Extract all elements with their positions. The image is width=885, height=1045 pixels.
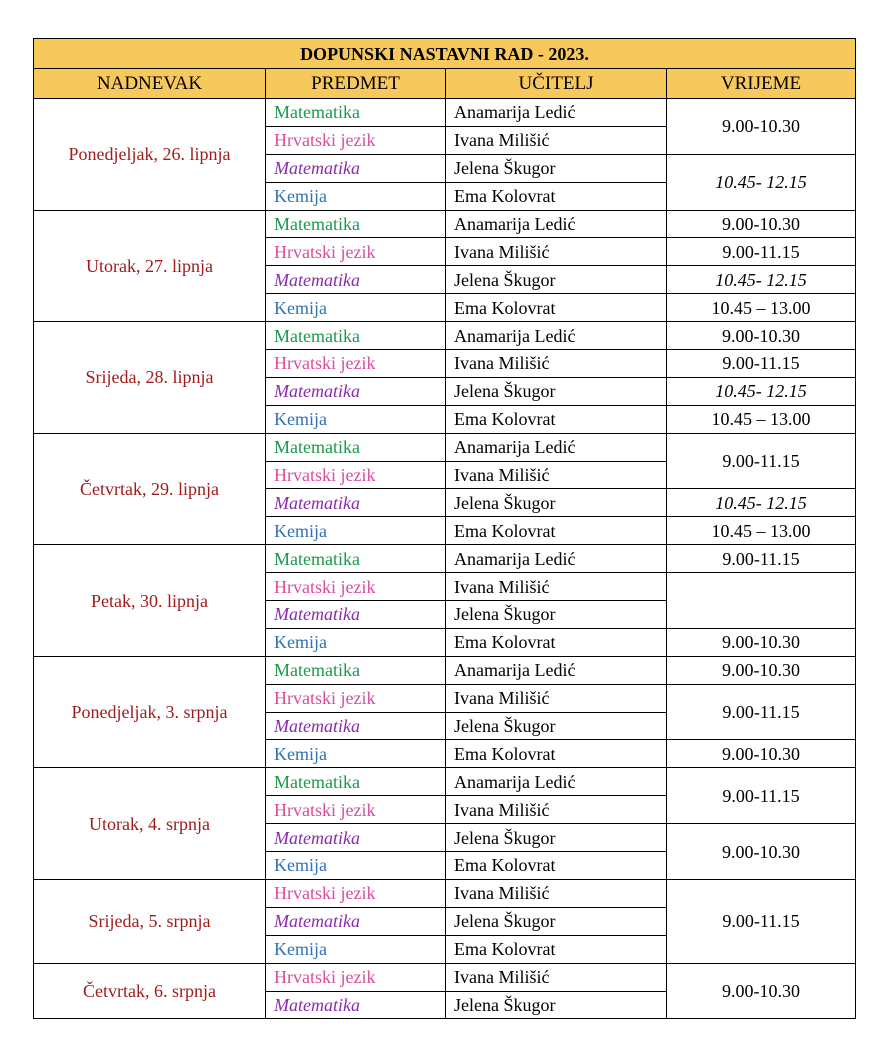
time-cell: 9.00-10.30 — [667, 628, 856, 656]
time-cell: 9.00-11.15 — [667, 545, 856, 573]
subject-label: Hrvatski jezik — [274, 688, 376, 709]
subject-cell — [266, 322, 446, 350]
table-title: DOPUNSKI NASTAVNI RAD - 2023. — [34, 39, 856, 69]
teacher-cell: Jelena Škugor — [446, 991, 667, 1019]
subject-label: Matematika — [274, 381, 360, 402]
subject-label: Kemija — [274, 743, 327, 764]
header-subject: PREDMET — [266, 69, 446, 99]
subject-label: Matematika — [274, 604, 360, 625]
teacher-cell: Anamarija Ledić — [446, 656, 667, 684]
table-row — [34, 879, 856, 907]
subject-cell — [266, 350, 446, 378]
subject-cell — [266, 684, 446, 712]
table-row — [34, 963, 856, 991]
subject-cell — [266, 461, 446, 489]
time-cell: 9.00-10.30 — [667, 656, 856, 684]
teacher-cell: Ivana Milišić — [446, 879, 667, 907]
teacher-cell: Ema Kolovrat — [446, 740, 667, 768]
subject-cell — [266, 238, 446, 266]
time-cell: 10.45- 12.15 — [667, 154, 856, 210]
subject-label: Kemija — [274, 409, 327, 430]
teacher-cell: Anamarija Ledić — [446, 322, 667, 350]
date-cell: Utorak, 4. srpnja — [34, 768, 266, 880]
time-cell: 10.45 – 13.00 — [667, 517, 856, 545]
table-row — [34, 210, 856, 238]
subject-cell — [266, 154, 446, 182]
teacher-cell: Ema Kolovrat — [446, 182, 667, 210]
header-row — [34, 69, 856, 99]
subject-cell — [266, 935, 446, 963]
time-cell: 9.00-11.15 — [667, 350, 856, 378]
teacher-cell: Ema Kolovrat — [446, 852, 667, 880]
teacher-cell: Jelena Škugor — [446, 154, 667, 182]
teacher-cell: Jelena Škugor — [446, 377, 667, 405]
subject-label: Matematika — [274, 102, 360, 123]
teacher-cell: Anamarija Ledić — [446, 433, 667, 461]
header-teacher: UČITELJ — [446, 69, 667, 99]
subject-cell — [266, 879, 446, 907]
time-cell: 9.00-10.30 — [667, 99, 856, 155]
teacher-cell: Jelena Škugor — [446, 489, 667, 517]
teacher-cell: Ivana Milišić — [446, 963, 667, 991]
subject-label: Hrvatski jezik — [274, 576, 376, 597]
subject-label: Matematika — [274, 437, 360, 458]
subject-cell — [266, 656, 446, 684]
teacher-cell: Jelena Škugor — [446, 907, 667, 935]
subject-cell — [266, 210, 446, 238]
teacher-cell: Ema Kolovrat — [446, 294, 667, 322]
subject-cell — [266, 601, 446, 629]
subject-cell — [266, 991, 446, 1019]
time-cell: 9.00-10.30 — [667, 963, 856, 1019]
subject-label: Hrvatski jezik — [274, 241, 376, 262]
subject-label: Matematika — [274, 827, 360, 848]
subject-cell — [266, 433, 446, 461]
table-row — [34, 99, 856, 127]
time-cell: 9.00-11.15 — [667, 684, 856, 740]
teacher-cell: Anamarija Ledić — [446, 545, 667, 573]
time-cell: 10.45 – 13.00 — [667, 294, 856, 322]
date-cell: Utorak, 27. lipnja — [34, 210, 266, 322]
subject-cell — [266, 852, 446, 880]
table-row — [34, 768, 856, 796]
subject-label: Matematika — [274, 269, 360, 290]
header-time: VRIJEME — [667, 69, 856, 99]
subject-cell — [266, 712, 446, 740]
subject-label: Matematika — [274, 492, 360, 513]
teacher-cell: Jelena Škugor — [446, 266, 667, 294]
date-cell: Ponedjeljak, 3. srpnja — [34, 656, 266, 768]
teacher-cell: Ema Kolovrat — [446, 517, 667, 545]
date-cell: Četvrtak, 6. srpnja — [34, 963, 266, 1019]
subject-cell — [266, 573, 446, 601]
subject-cell — [266, 489, 446, 517]
teacher-cell: Ivana Milišić — [446, 126, 667, 154]
subject-label: Kemija — [274, 297, 327, 318]
subject-cell — [266, 126, 446, 154]
header-date: NADNEVAK — [34, 69, 266, 99]
subject-cell — [266, 266, 446, 294]
subject-cell — [266, 963, 446, 991]
time-cell: 10.45- 12.15 — [667, 266, 856, 294]
date-cell: Četvrtak, 29. lipnja — [34, 433, 266, 545]
subject-cell — [266, 517, 446, 545]
teacher-cell: Ivana Milišić — [446, 350, 667, 378]
subject-label: Matematika — [274, 325, 360, 346]
subject-label: Kemija — [274, 520, 327, 541]
subject-label: Kemija — [274, 632, 327, 653]
time-cell: 9.00-10.30 — [667, 210, 856, 238]
subject-cell — [266, 796, 446, 824]
subject-cell — [266, 824, 446, 852]
subject-cell — [266, 768, 446, 796]
date-cell: Ponedjeljak, 26. lipnja — [34, 99, 266, 211]
subject-cell — [266, 182, 446, 210]
time-cell: 9.00-11.15 — [667, 433, 856, 489]
time-cell: 9.00-10.30 — [667, 824, 856, 880]
subject-cell — [266, 628, 446, 656]
schedule-table — [33, 38, 856, 1019]
time-cell: 9.00-10.30 — [667, 322, 856, 350]
teacher-cell: Jelena Škugor — [446, 712, 667, 740]
subject-cell — [266, 294, 446, 322]
time-cell: 10.45 – 13.00 — [667, 405, 856, 433]
time-cell: 9.00-11.15 — [667, 238, 856, 266]
teacher-cell: Ivana Milišić — [446, 238, 667, 266]
teacher-cell: Ema Kolovrat — [446, 405, 667, 433]
subject-label: Matematika — [274, 214, 360, 234]
time-cell: 9.00-11.15 — [667, 768, 856, 824]
date-cell: Petak, 30. lipnja — [34, 545, 266, 657]
table-row — [34, 433, 856, 461]
time-cell: 9.00-11.15 — [667, 879, 856, 963]
date-cell: Srijeda, 5. srpnja — [34, 879, 266, 963]
subject-cell — [266, 405, 446, 433]
subject-label: Matematika — [274, 660, 360, 681]
teacher-cell: Ivana Milišić — [446, 573, 667, 601]
time-cell: 9.00-10.30 — [667, 740, 856, 768]
table-row — [34, 322, 856, 350]
title-row — [34, 39, 856, 69]
subject-label: Matematika — [274, 911, 360, 932]
teacher-cell: Anamarija Ledić — [446, 99, 667, 127]
subject-cell — [266, 99, 446, 127]
time-cell — [667, 573, 856, 629]
time-cell: 10.45- 12.15 — [667, 489, 856, 517]
subject-label: Matematika — [274, 994, 360, 1015]
teacher-cell: Ema Kolovrat — [446, 935, 667, 963]
subject-label: Kemija — [274, 186, 327, 207]
subject-label: Hrvatski jezik — [274, 130, 376, 151]
teacher-cell: Anamarija Ledić — [446, 768, 667, 796]
date-cell: Srijeda, 28. lipnja — [34, 322, 266, 434]
subject-cell — [266, 545, 446, 573]
subject-label: Hrvatski jezik — [274, 353, 376, 374]
teacher-cell: Jelena Škugor — [446, 824, 667, 852]
subject-label: Hrvatski jezik — [274, 883, 376, 904]
teacher-cell: Anamarija Ledić — [446, 210, 667, 238]
subject-label: Matematika — [274, 158, 360, 179]
subject-label: Kemija — [274, 855, 327, 876]
time-cell: 10.45- 12.15 — [667, 377, 856, 405]
subject-label: Hrvatski jezik — [274, 967, 376, 988]
table-row — [34, 656, 856, 684]
subject-label: Kemija — [274, 939, 327, 960]
subject-cell — [266, 740, 446, 768]
subject-label: Matematika — [274, 716, 360, 737]
teacher-cell: Ivana Milišić — [446, 461, 667, 489]
teacher-cell: Ivana Milišić — [446, 684, 667, 712]
subject-label: Matematika — [274, 771, 360, 792]
subject-cell — [266, 907, 446, 935]
table-row — [34, 545, 856, 573]
subject-cell — [266, 377, 446, 405]
teacher-cell: Jelena Škugor — [446, 601, 667, 629]
subject-label: Hrvatski jezik — [274, 799, 376, 820]
schedule-body — [34, 99, 856, 1019]
subject-label: Matematika — [274, 548, 360, 569]
teacher-cell: Ivana Milišić — [446, 796, 667, 824]
subject-label: Hrvatski jezik — [274, 465, 376, 486]
teacher-cell: Ema Kolovrat — [446, 628, 667, 656]
